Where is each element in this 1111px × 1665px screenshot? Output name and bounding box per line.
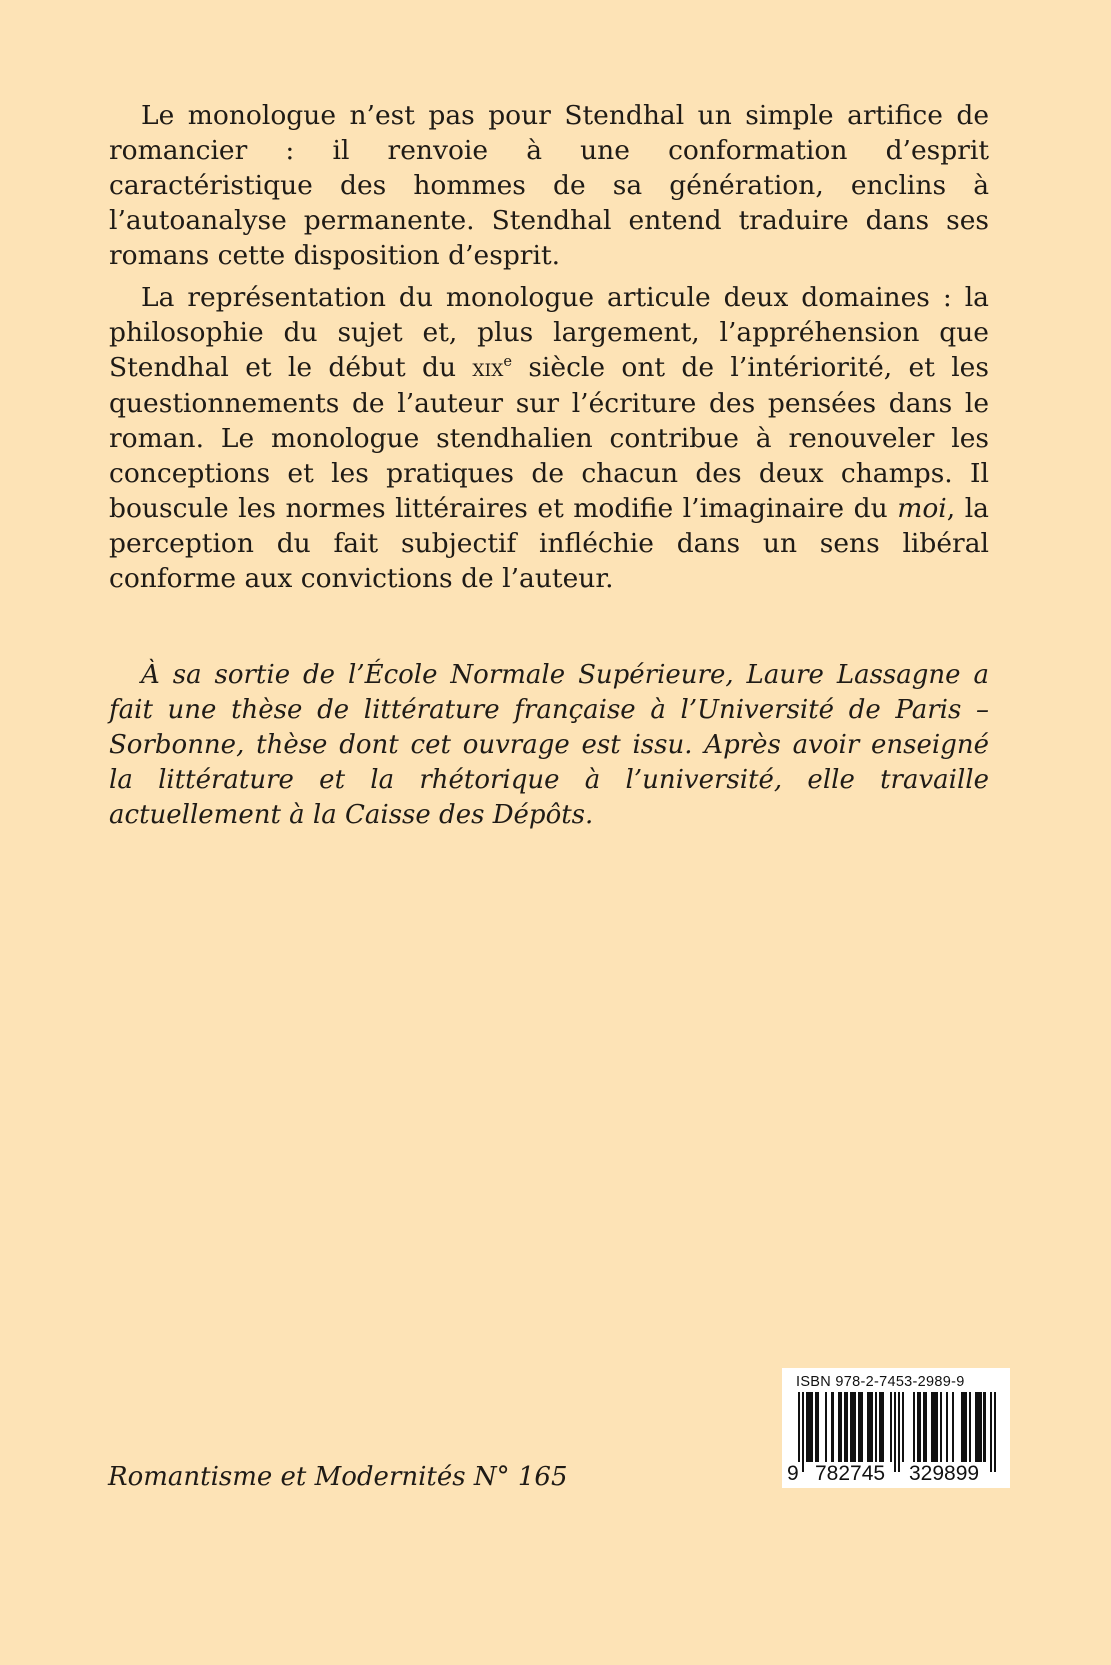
barcode-bar <box>811 1392 813 1462</box>
barcode-bar <box>919 1392 921 1462</box>
barcode-bar <box>913 1392 915 1462</box>
barcode-bar <box>994 1392 996 1472</box>
barcode-bar <box>990 1392 992 1472</box>
barcode-bar <box>936 1392 938 1462</box>
barcode-bar <box>894 1392 896 1472</box>
barcode-bar <box>898 1392 900 1472</box>
barcode-digit-lead: 9 <box>787 1462 799 1485</box>
barcode-bar <box>831 1392 833 1462</box>
barcode-bar <box>965 1392 967 1462</box>
barcode-bar <box>969 1392 971 1462</box>
summary-paragraph-2-start: La représentation du monologue articule deux domaines : la philosophie du sujet et, plus largement, l’appréhension que Stendhal et le début du <box>109 282 989 383</box>
barcode-bar <box>902 1392 904 1462</box>
barcode-bar <box>946 1392 948 1462</box>
author-biography: À sa sortie de l’École Normale Supérieure, Laure Lassagne a fait une thèse de littérature française à l’Université de Paris – Sorbonne, thèse dont cet ouvrage est issu. Après avoir enseigné la littérature et la rhétorique à l’université, elle travaille actuellement à la Caisse des Dépôts. <box>109 660 989 830</box>
barcode-bar <box>854 1392 856 1462</box>
century-suffix: e <box>503 353 512 371</box>
barcode-bar <box>825 1392 827 1462</box>
isbn-label: ISBN 978-2-7453-2989-9 <box>796 1374 965 1390</box>
century-numeral: xix <box>472 354 504 382</box>
series-title: Romantisme et Modernités N° 165 <box>108 1462 568 1492</box>
barcode-bar <box>940 1392 942 1462</box>
barcode-bar <box>840 1392 842 1462</box>
back-cover-summary <box>109 98 989 596</box>
barcode-bar <box>817 1392 819 1462</box>
barcode-bar <box>979 1392 981 1462</box>
barcode-bar <box>925 1392 927 1462</box>
barcode-bar <box>875 1392 877 1462</box>
barcode-bar <box>890 1392 892 1462</box>
barcode-bar <box>798 1392 800 1472</box>
barcode-digits-left: 782745 <box>815 1462 886 1485</box>
barcode-bar <box>802 1392 804 1472</box>
barcode-bar <box>952 1392 954 1462</box>
barcode-bar <box>983 1392 985 1462</box>
summary-paragraph-1: Le monologue n’est pas pour Stendhal un simple artifice de romancier : il renvoie à une conformation d’esprit caractéristique des hommes de sa génération, enclins à l’autoanalyse permanente. Stendhal entend traduire dans ses romans cette disposition d’esprit. <box>109 100 989 271</box>
barcode-digits <box>784 1462 1004 1486</box>
isbn-barcode <box>782 1368 1010 1488</box>
barcode-bar <box>861 1392 863 1462</box>
moi-word: moi <box>897 493 947 524</box>
summary-paragraph-2-end: , la perception du fait subjectif infléchie dans un sens libéral conforme aux convictions de l’auteur. <box>109 493 989 594</box>
barcode-digits-right: 329899 <box>909 1462 980 1485</box>
summary-paragraph-2 <box>109 280 989 596</box>
summary-paragraph-2-middle: siècle ont de l’intériorité, et les questionnements de l’auteur sur l’écriture des pensées dans le roman. Le monologue stendhalien contribue à renouveler les conceptions et les pratiques de chacun des deux champs. Il bouscule les normes littéraires et modifie l’imaginaire du <box>109 352 989 524</box>
barcode-bar <box>881 1392 883 1462</box>
barcode-bar <box>871 1392 873 1462</box>
barcode-bars <box>798 1392 996 1472</box>
barcode-bar <box>846 1392 848 1462</box>
